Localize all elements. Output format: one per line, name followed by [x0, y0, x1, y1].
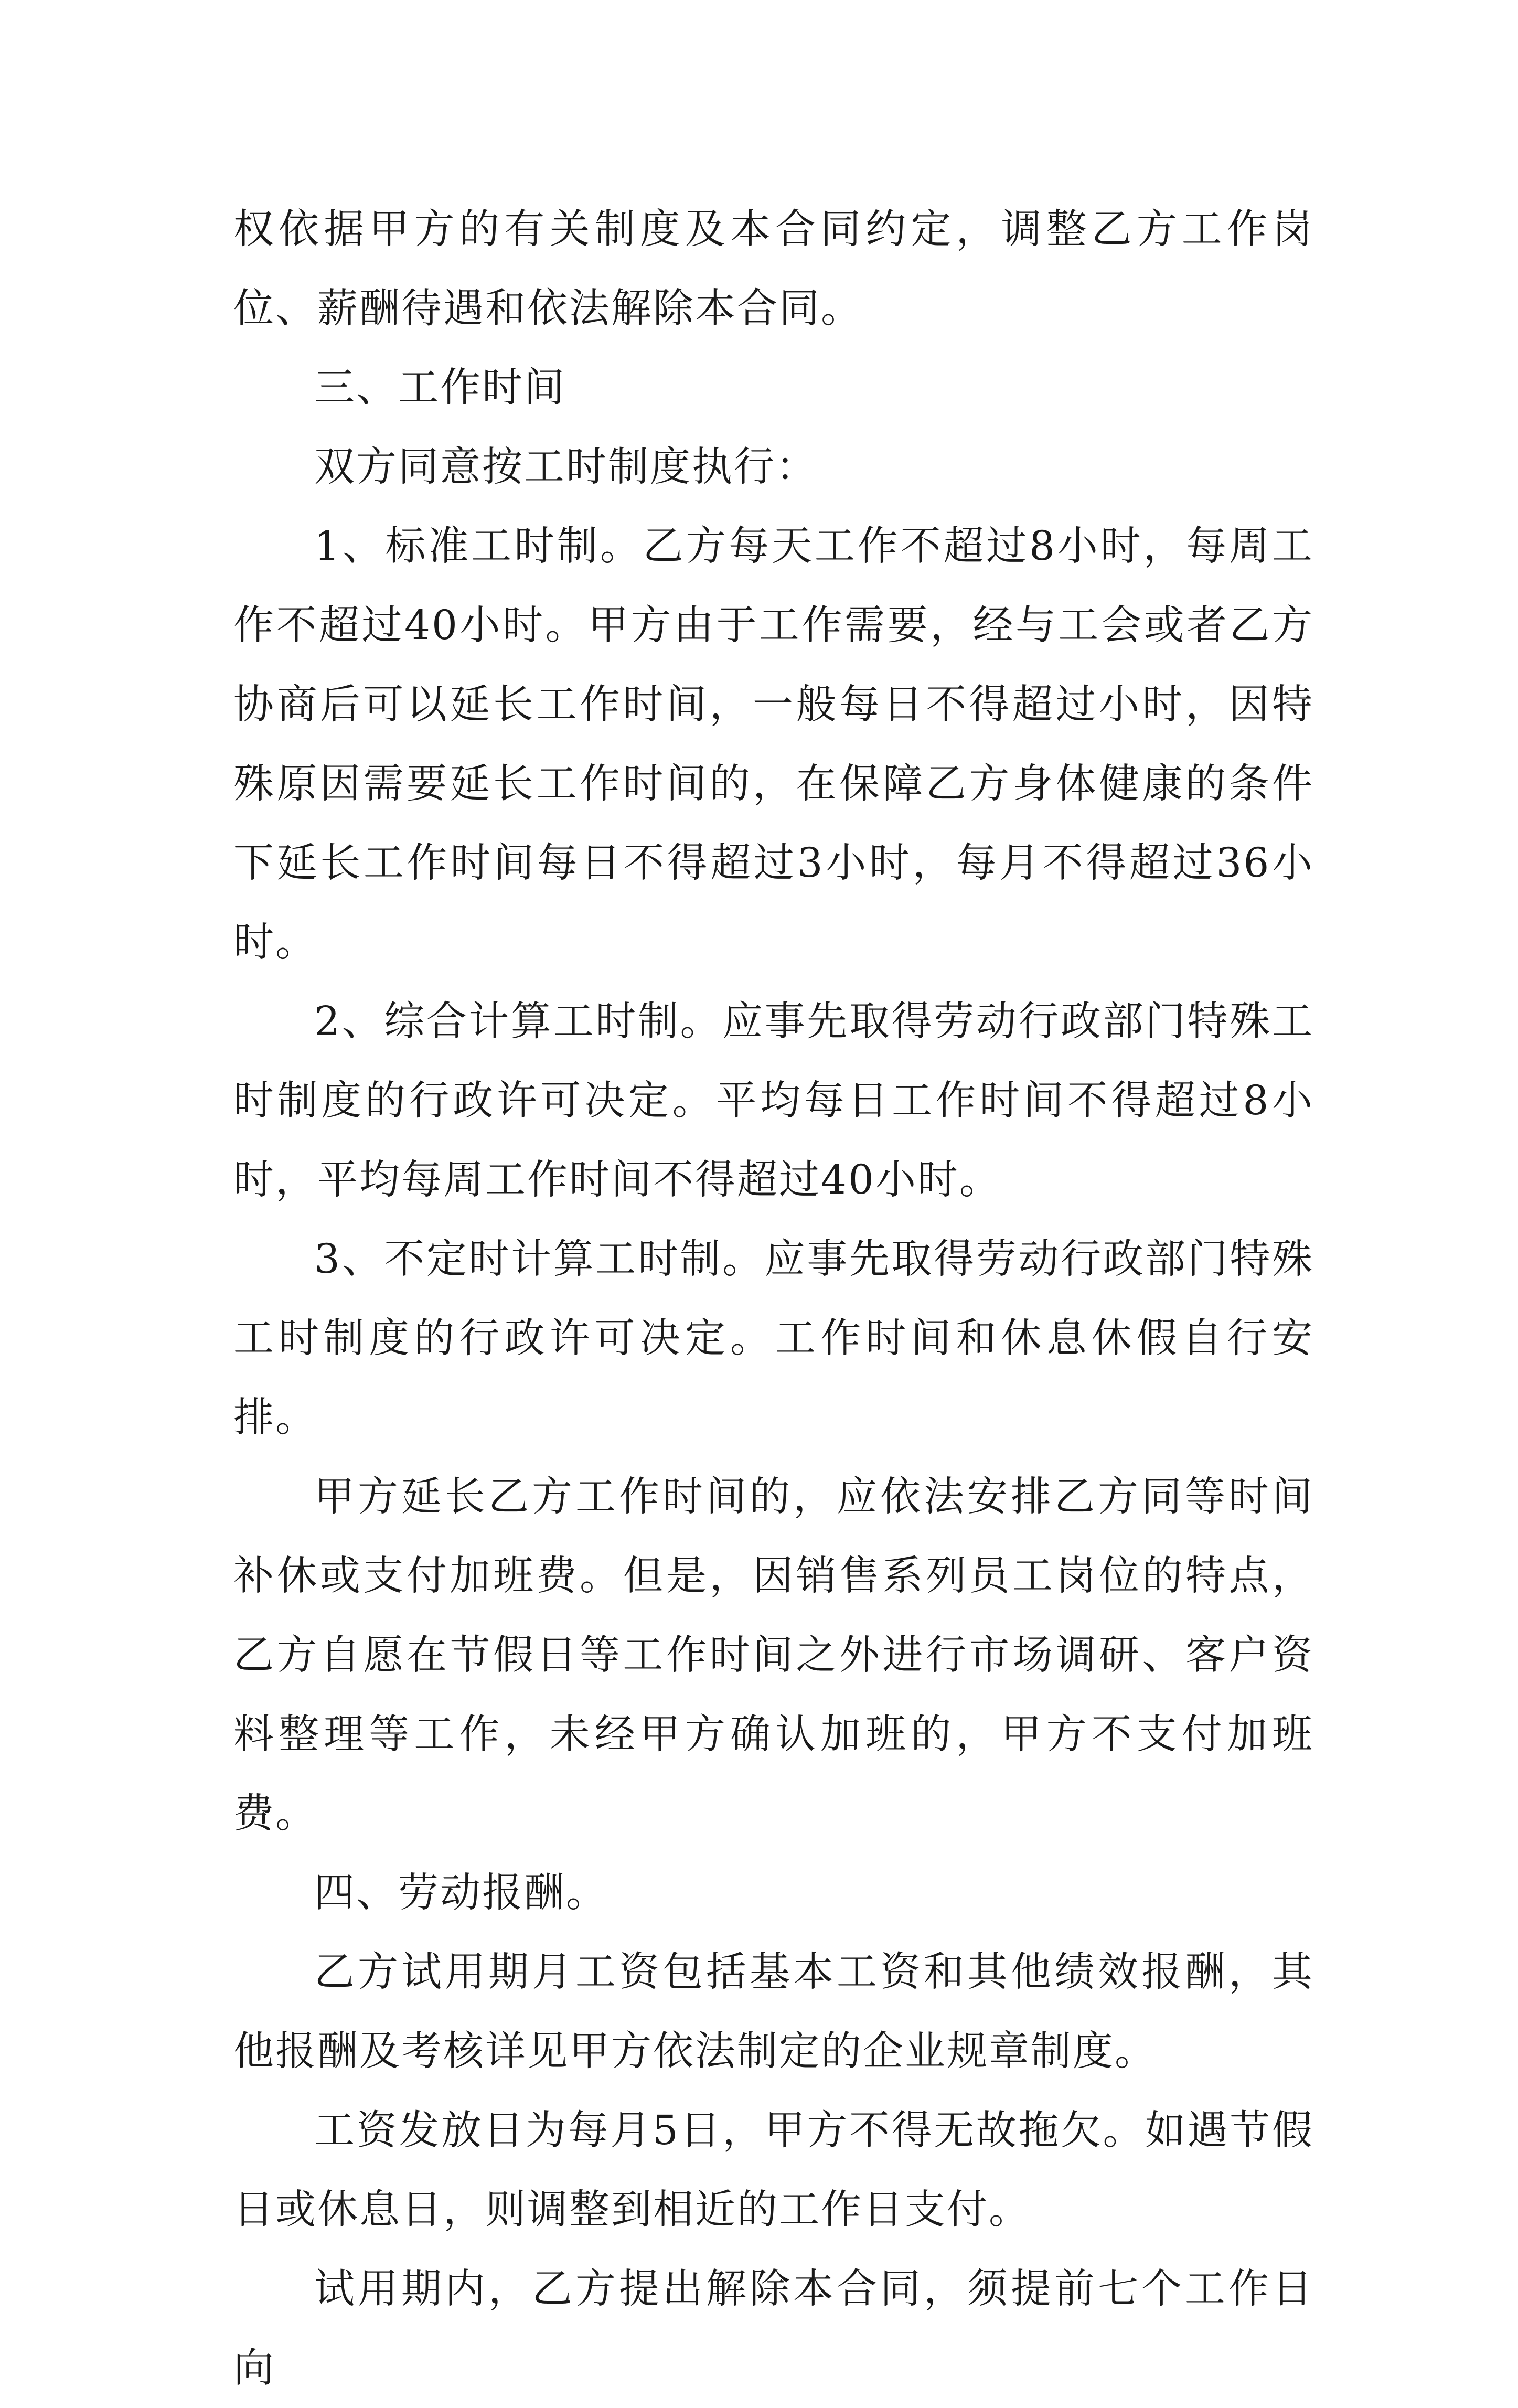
paragraph-comprehensive-hours: 2、综合计算工时制。应事先取得劳动行政部门特殊工时制度的行政许可决定。平均每日工作时间不得超过8小时，平均每周工作时间不得超过40小时。 — [233, 998, 1314, 1203]
paragraph-work-time-intro: 双方同意按工时制度执行： — [314, 444, 818, 491]
section-heading-remuneration: 四、劳动报酬。 — [314, 1870, 608, 1916]
section-heading-work-time: 三、工作时间 — [314, 365, 566, 411]
paragraph-flexible-hours: 3、不定时计算工时制。应事先取得劳动行政部门特殊工时制度的行政许可决定。工作时间和休息休假自行安排。 — [233, 1236, 1314, 1441]
paragraph-payday: 工资发放日为每月5日，甲方不得无故拖欠。如遇节假日或休息日，则调整到相近的工作日支付。 — [233, 2107, 1314, 2233]
paragraph-probation-salary: 乙方试用期月工资包括基本工资和其他绩效报酬，其他报酬及考核详见甲方依法制定的企业规章制度。 — [233, 1949, 1314, 2075]
document-body — [233, 190, 1314, 2408]
paragraph-termination: 试用期内，乙方提出解除本合同，须提前七个工作日向 — [233, 2266, 1314, 2392]
paragraph-overtime: 甲方延长乙方工作时间的，应依法安排乙方同等时间补休或支付加班费。但是，因销售系列员工岗位的特点，乙方自愿在节假日等工作时间之外进行市场调研、客户资料整理等工作，未经甲方确认加班的，甲方不支付加班费。 — [233, 1474, 1314, 1837]
paragraph-continuation: 权依据甲方的有关制度及本合同约定，调整乙方工作岗位、薪酬待遇和依法解除本合同。 — [233, 206, 1314, 332]
paragraph-standard-hours: 1、标准工时制。乙方每天工作不超过8小时，每周工作不超过40小时。甲方由于工作需要，经与工会或者乙方协商后可以延长工作时间，一般每日不得超过小时，因特殊原因需要延长工作时间的，在保障乙方身体健康的条件下延长工作时间每日不得超过3小时，每月不得超过36小时。 — [233, 523, 1314, 966]
